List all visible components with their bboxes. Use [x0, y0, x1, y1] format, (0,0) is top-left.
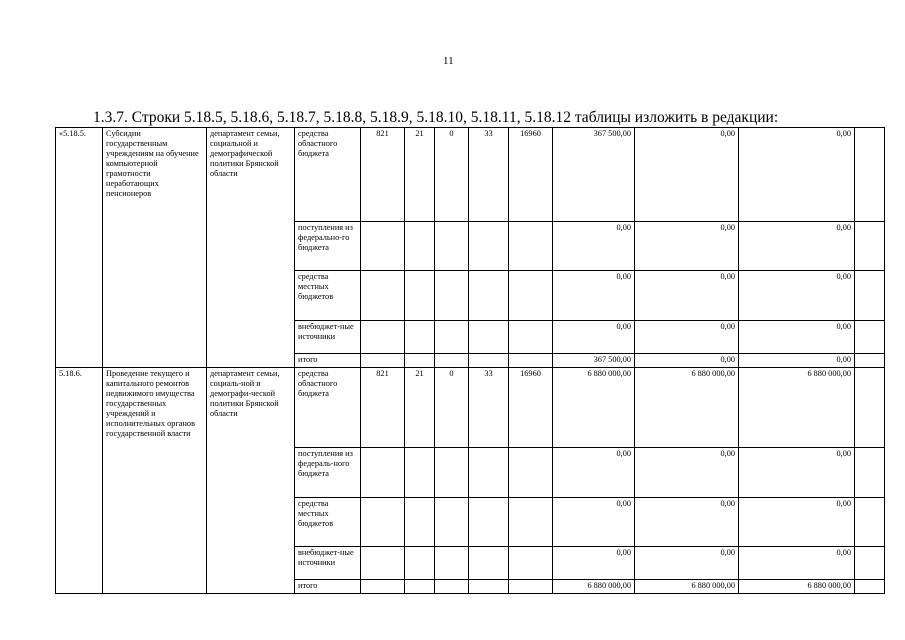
amount-year-2: 0,00 — [635, 321, 739, 354]
code-grbs: 821 — [361, 368, 405, 448]
funding-source: внебюджет-ные источники — [295, 321, 361, 354]
measure-name: Субсидии государственным учреждениям на обучение компьютерной грамотности неработающих пенсионеров — [103, 128, 207, 368]
row-number: «5.18.5. — [56, 128, 103, 368]
executor: департамент семьи, социальной и демографической политики Брянской области — [207, 128, 295, 368]
section-heading: 1.3.7. Строки 5.18.5, 5.18.6, 5.18.7, 5.18.8, 5.18.9, 5.18.10, 5.18.11, 5.18.12 таблицы изложить в редакции: — [93, 109, 779, 126]
amount-year-1: 367 500,00 — [553, 128, 635, 222]
total-year-1: 367 500,00 — [553, 354, 635, 368]
amount-year-1: 6 880 000,00 — [553, 368, 635, 448]
amount-year-1: 0,00 — [553, 498, 635, 547]
funding-source: средства местных бюджетов — [295, 498, 361, 547]
funding-source: итого — [295, 354, 361, 368]
executor: департамент семьи, социаль-ной и демографи-ческой политики Брянской области — [207, 368, 295, 594]
total-year-3: 0,00 — [739, 354, 855, 368]
funding-source: средства областного бюджета — [295, 128, 361, 222]
code-direction: 16960 — [509, 368, 553, 448]
table-row — [56, 128, 885, 222]
empty-cell — [855, 128, 885, 222]
funding-source: внебюджет-ные источники — [295, 547, 361, 580]
amount-year-2: 0,00 — [635, 271, 739, 321]
funding-source: средства местных бюджетов — [295, 271, 361, 321]
empty-cell — [855, 368, 885, 448]
amount-year-2: 0,00 — [635, 498, 739, 547]
amount-year-3: 0,00 — [739, 271, 855, 321]
amount-year-1: 0,00 — [553, 448, 635, 498]
amount-year-2: 0,00 — [635, 128, 739, 222]
amount-year-3: 6 880 000,00 — [739, 368, 855, 448]
amount-year-1: 0,00 — [553, 222, 635, 271]
funding-source: поступления из федерально-го бюджета — [295, 222, 361, 271]
code-subprogram: 0 — [435, 368, 469, 448]
amount-year-1: 0,00 — [553, 547, 635, 580]
amount-year-3: 0,00 — [739, 128, 855, 222]
total-year-1: 6 880 000,00 — [553, 580, 635, 594]
amount-year-2: 0,00 — [635, 222, 739, 271]
amount-year-1: 0,00 — [553, 321, 635, 354]
code-event: 33 — [469, 128, 509, 222]
amount-year-3: 0,00 — [739, 547, 855, 580]
code-event: 33 — [469, 368, 509, 448]
funding-source: итого — [295, 580, 361, 594]
amount-year-3: 0,00 — [739, 498, 855, 547]
amount-year-2: 6 880 000,00 — [635, 368, 739, 448]
table-row — [56, 368, 885, 448]
amount-year-3: 0,00 — [739, 222, 855, 271]
amount-year-3: 0,00 — [739, 448, 855, 498]
amount-year-3: 0,00 — [739, 321, 855, 354]
funding-source: средства областного бюджета — [295, 368, 361, 448]
funding-source: поступления из федераль-ного бюджета — [295, 448, 361, 498]
code-program: 21 — [405, 368, 435, 448]
row-number: 5.18.6. — [56, 368, 103, 594]
page-number: 11 — [443, 55, 454, 67]
code-direction: 16960 — [509, 128, 553, 222]
code-subprogram: 0 — [435, 128, 469, 222]
total-year-2: 6 880 000,00 — [635, 580, 739, 594]
code-grbs: 821 — [361, 128, 405, 222]
measure-name: Проведение текущего и капитального ремонтов недвижимого имущества государственных учреждений и исполнительных органов государственной власти — [103, 368, 207, 594]
amount-year-1: 0,00 — [553, 271, 635, 321]
code-program: 21 — [405, 128, 435, 222]
amount-year-2: 0,00 — [635, 448, 739, 498]
total-year-3: 6 880 000,00 — [739, 580, 855, 594]
amount-year-2: 0,00 — [635, 547, 739, 580]
total-year-2: 0,00 — [635, 354, 739, 368]
budget-table — [55, 127, 885, 594]
